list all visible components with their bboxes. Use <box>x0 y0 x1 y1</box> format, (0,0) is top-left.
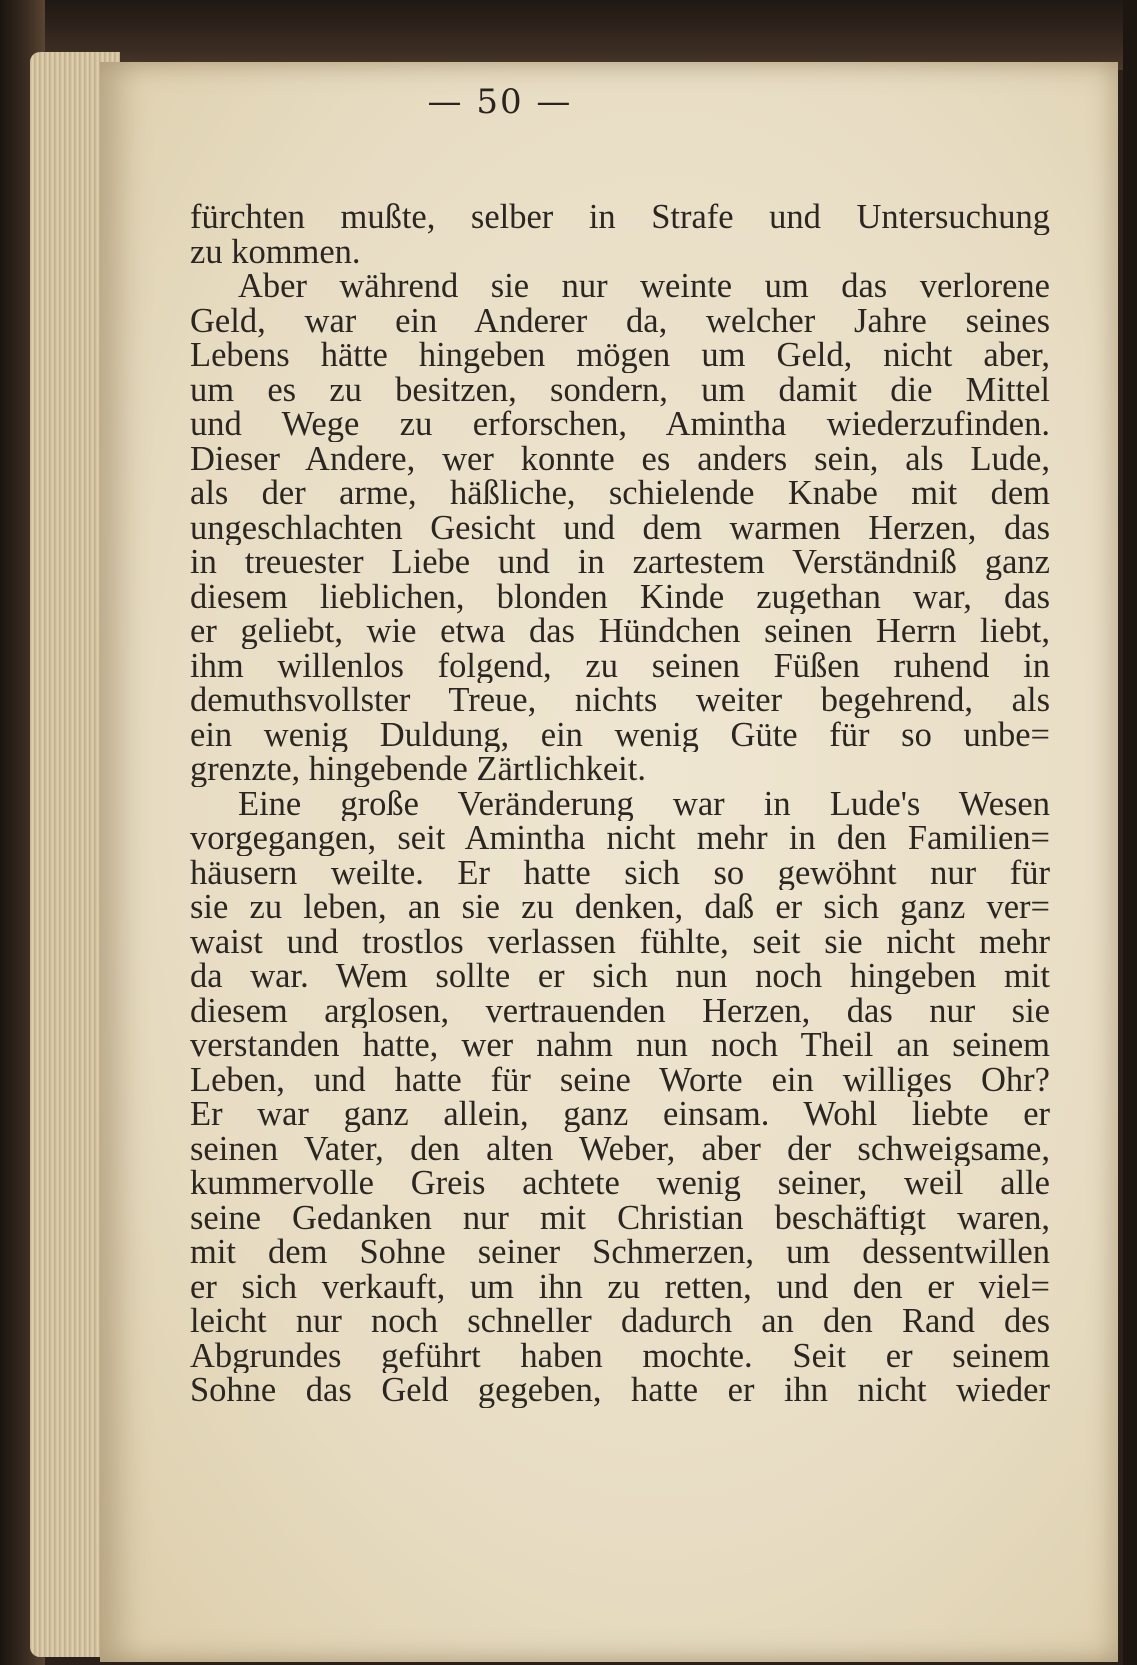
text-line: Leben, und hatte für seine Worte ein williges Ohr? <box>190 1062 1050 1097</box>
text-line: Aber während sie nur weinte um das verlorene <box>238 269 1050 304</box>
text-line: sie zu leben, an sie zu denken, daß er sich ganz ver= <box>190 890 1050 925</box>
text-line: in treuester Liebe und in zartestem Verständniß ganz <box>190 545 1050 580</box>
text-line: Dieser Andere, wer konnte es anders sein, als Lude, <box>190 441 1050 476</box>
text-line: und Wege zu erforschen, Amintha wiederzufinden. <box>190 407 1050 442</box>
text-line: ungeschlachten Gesicht und dem warmen Herzen, das <box>190 510 1050 545</box>
text-line: er sich verkauft, um ihn zu retten, und den er viel= <box>190 1269 1050 1304</box>
text-line: seinen Vater, den alten Weber, aber der schweigsame, <box>190 1131 1050 1166</box>
text-line: um es zu besitzen, sondern, um damit die Mittel <box>190 372 1050 407</box>
text-line: seine Gedanken nur mit Christian beschäftigt waren, <box>190 1200 1050 1235</box>
text-line: da war. Wem sollte er sich nun noch hingeben mit <box>190 959 1050 994</box>
text-line: häusern weilte. Er hatte sich so gewöhnt nur für <box>190 855 1050 890</box>
text-line: vorgegangen, seit Amintha nicht mehr in den Familien= <box>190 821 1050 856</box>
text-line: zu kommen. <box>190 234 361 269</box>
text-line: waist und trostlos verlassen fühlte, seit sie nicht mehr <box>190 924 1050 959</box>
body-text <box>190 200 1050 1408</box>
text-line: Geld, war ein Anderer da, welcher Jahre seines <box>190 303 1050 338</box>
text-line: kummervolle Greis achtete wenig seiner, weil alle <box>190 1166 1050 1201</box>
text-line: Lebens hätte hingeben mögen um Geld, nicht aber, <box>190 338 1050 373</box>
text-line: Eine große Veränderung war in Lude's Wesen <box>238 786 1050 821</box>
text-line: demuthsvollster Treue, nichts weiter begehrend, als <box>190 683 1050 718</box>
text-line: leicht nur noch schneller dadurch an den Rand des <box>190 1304 1050 1339</box>
text-line: verstanden hatte, wer nahm nun noch Theil an seinem <box>190 1028 1050 1063</box>
text-line: grenzte, hingebende Zärtlichkeit. <box>190 752 646 787</box>
text-line: er geliebt, wie etwa das Hündchen seinen Herrn liebt, <box>190 614 1050 649</box>
text-line: Er war ganz allein, ganz einsam. Wohl liebte er <box>190 1097 1050 1132</box>
text-line: Sohne das Geld gegeben, hatte er ihn nicht wieder <box>190 1373 1050 1408</box>
text-line: diesem arglosen, vertrauenden Herzen, das nur sie <box>190 993 1050 1028</box>
text-line: ihm willenlos folgend, zu seinen Füßen ruhend in <box>190 648 1050 683</box>
book-cover-right <box>1123 0 1137 1665</box>
page-number: — 50 — <box>427 82 573 122</box>
book-cover-top <box>0 0 1137 70</box>
text-line: als der arme, häßliche, schielende Knabe mit dem <box>190 476 1050 511</box>
text-line: Abgrundes geführt haben mochte. Seit er seinem <box>190 1338 1050 1373</box>
text-line: mit dem Sohne seiner Schmerzen, um dessentwillen <box>190 1235 1050 1270</box>
text-line: fürchten mußte, selber in Strafe und Untersuchung <box>190 200 1050 235</box>
text-line: ein wenig Duldung, ein wenig Güte für so unbe= <box>190 717 1050 752</box>
text-line: diesem lieblichen, blonden Kinde zugethan war, das <box>190 579 1050 614</box>
